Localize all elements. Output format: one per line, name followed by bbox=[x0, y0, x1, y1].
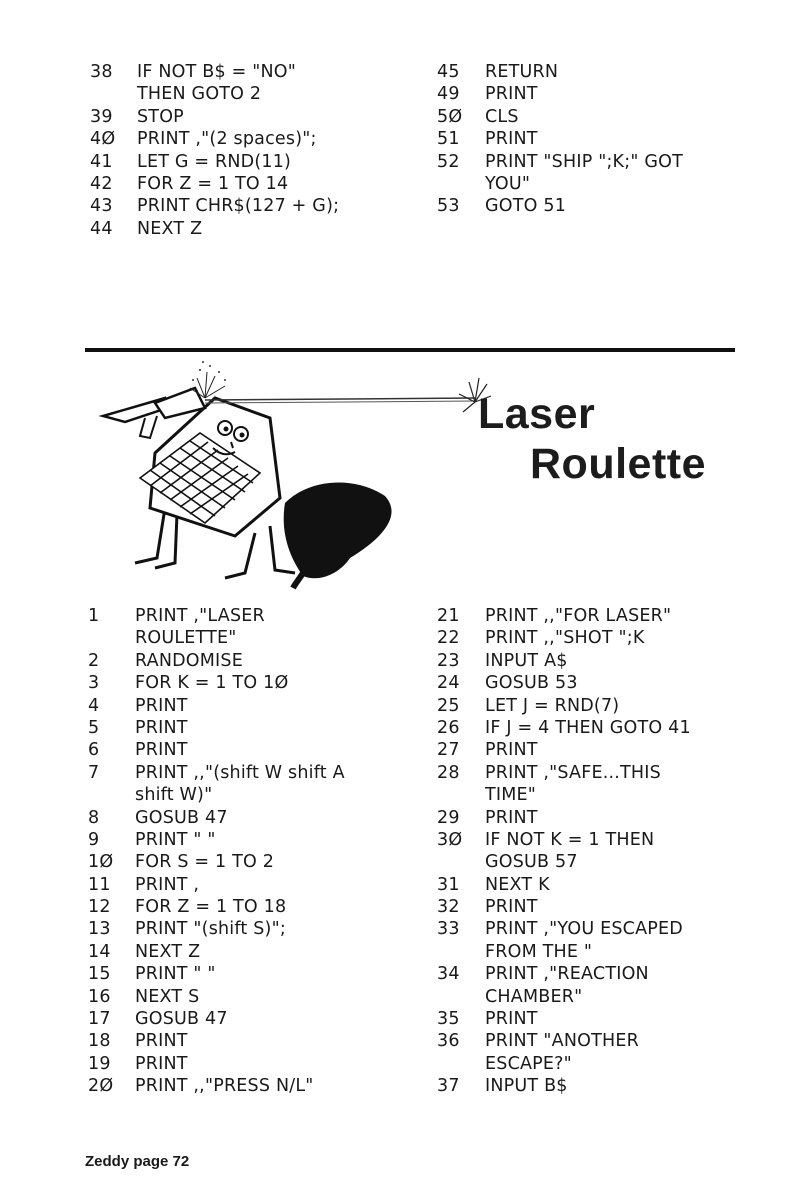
line-number: 3Ø bbox=[437, 829, 463, 850]
code-line bbox=[88, 739, 418, 761]
line-number: 5Ø bbox=[437, 106, 463, 127]
code-text: PRINT ,"(2 spaces)"; bbox=[137, 129, 317, 150]
code-text: PRINT " " bbox=[135, 964, 216, 985]
line-number: 9 bbox=[88, 829, 100, 850]
line-number: 12 bbox=[88, 897, 111, 918]
code-line bbox=[437, 963, 767, 985]
code-line bbox=[90, 173, 410, 195]
line-number: 33 bbox=[437, 919, 460, 940]
code-line bbox=[437, 650, 767, 672]
code-line bbox=[437, 1030, 767, 1052]
code-text: PRINT , bbox=[135, 874, 200, 895]
code-text: PRINT bbox=[135, 740, 188, 761]
line-number: 3 bbox=[88, 673, 100, 694]
line-number: 52 bbox=[437, 151, 460, 172]
line-number: 35 bbox=[437, 1009, 460, 1030]
code-text: shift W)" bbox=[135, 785, 213, 806]
code-line-continuation bbox=[88, 784, 418, 806]
line-number: 41 bbox=[90, 151, 113, 172]
top-listing-right bbox=[437, 61, 757, 218]
code-text: THEN GOTO 2 bbox=[137, 84, 262, 105]
code-line bbox=[90, 195, 410, 217]
code-text: PRINT bbox=[485, 84, 538, 105]
line-number: 5 bbox=[88, 717, 100, 738]
code-text: PRINT ,,"SHOT ";K bbox=[485, 628, 645, 649]
code-text: TIME" bbox=[485, 785, 537, 806]
code-line-continuation bbox=[437, 1053, 767, 1075]
line-number: 7 bbox=[88, 762, 100, 783]
code-line bbox=[437, 83, 757, 105]
line-number: 4Ø bbox=[90, 129, 116, 150]
line-number: 8 bbox=[88, 807, 100, 828]
code-text: PRINT bbox=[485, 897, 538, 918]
line-number: 39 bbox=[90, 106, 113, 127]
code-line bbox=[90, 61, 410, 83]
line-number: 37 bbox=[437, 1076, 460, 1097]
code-text: PRINT bbox=[135, 717, 188, 738]
line-number: 1Ø bbox=[88, 852, 114, 873]
code-line bbox=[88, 874, 418, 896]
code-text: IF NOT K = 1 THEN bbox=[485, 829, 655, 850]
code-line-continuation bbox=[437, 851, 767, 873]
code-line bbox=[88, 1030, 418, 1052]
code-text: GOSUB 47 bbox=[135, 807, 228, 828]
line-number: 28 bbox=[437, 762, 460, 783]
code-text: PRINT ,"YOU ESCAPED bbox=[485, 919, 683, 940]
code-text: PRINT bbox=[135, 1053, 188, 1074]
code-line bbox=[437, 762, 767, 784]
code-line bbox=[437, 627, 767, 649]
line-number: 24 bbox=[437, 673, 460, 694]
code-line bbox=[90, 151, 410, 173]
section-divider bbox=[85, 348, 735, 352]
code-line bbox=[88, 762, 418, 784]
line-number: 31 bbox=[437, 874, 460, 895]
code-line-continuation bbox=[88, 627, 418, 649]
code-line bbox=[88, 918, 418, 940]
line-number: 21 bbox=[437, 606, 460, 626]
code-line bbox=[88, 986, 418, 1008]
line-number: 11 bbox=[88, 874, 111, 895]
line-number: 2Ø bbox=[88, 1076, 114, 1097]
line-number: 6 bbox=[88, 740, 100, 761]
listing-right bbox=[437, 605, 767, 1098]
code-line bbox=[88, 605, 418, 627]
title-roulette: Roulette bbox=[530, 440, 706, 488]
code-line-continuation bbox=[437, 941, 767, 963]
code-line bbox=[88, 807, 418, 829]
line-number: 18 bbox=[88, 1031, 111, 1052]
code-text: CHAMBER" bbox=[485, 986, 583, 1007]
code-line-continuation bbox=[437, 173, 757, 195]
code-line bbox=[437, 106, 757, 128]
line-number: 4 bbox=[88, 695, 100, 716]
code-text: LET G = RND(11) bbox=[137, 151, 292, 172]
code-line bbox=[90, 128, 410, 150]
code-line bbox=[437, 605, 767, 627]
code-text: INPUT B$ bbox=[485, 1076, 568, 1097]
code-text: GOTO 51 bbox=[485, 196, 567, 217]
code-text: PRINT " " bbox=[135, 829, 216, 850]
code-text: NEXT Z bbox=[135, 941, 201, 962]
code-text: PRINT CHR$(127 + G); bbox=[137, 196, 340, 217]
code-line bbox=[437, 807, 767, 829]
code-line-continuation bbox=[437, 986, 767, 1008]
code-line-continuation bbox=[90, 83, 410, 105]
code-text: GOSUB 47 bbox=[135, 1009, 228, 1030]
line-number: 2 bbox=[88, 650, 100, 671]
code-text: FROM THE " bbox=[485, 941, 593, 962]
code-text: PRINT ,,"PRESS N/L" bbox=[135, 1076, 314, 1097]
line-number: 26 bbox=[437, 717, 460, 738]
title-laser: Laser bbox=[478, 390, 596, 438]
code-text: FOR Z = 1 TO 18 bbox=[135, 897, 287, 918]
code-line bbox=[437, 195, 757, 217]
code-line bbox=[437, 896, 767, 918]
code-text: RANDOMISE bbox=[135, 650, 243, 671]
computer-laser-illustration bbox=[95, 358, 475, 590]
code-text: PRINT bbox=[485, 129, 538, 150]
line-number: 19 bbox=[88, 1053, 111, 1074]
code-line bbox=[437, 717, 767, 739]
code-line bbox=[90, 106, 410, 128]
code-text: INPUT A$ bbox=[485, 650, 568, 671]
code-line bbox=[88, 672, 418, 694]
line-number: 32 bbox=[437, 897, 460, 918]
code-text: STOP bbox=[137, 106, 184, 127]
code-text: IF NOT B$ = "NO" bbox=[137, 62, 296, 82]
code-line bbox=[437, 672, 767, 694]
code-text: FOR Z = 1 TO 14 bbox=[137, 173, 289, 194]
line-number: 29 bbox=[437, 807, 460, 828]
line-number: 1 bbox=[88, 606, 100, 626]
line-number: 13 bbox=[88, 919, 111, 940]
code-text: ROULETTE" bbox=[135, 628, 237, 649]
line-number: 38 bbox=[90, 62, 113, 82]
code-text: GOSUB 53 bbox=[485, 673, 578, 694]
code-text: NEXT S bbox=[135, 986, 200, 1007]
code-text: ESCAPE?" bbox=[485, 1053, 572, 1074]
page-footer: Zeddy page 72 bbox=[85, 1153, 190, 1170]
code-text: PRINT ,"REACTION bbox=[485, 964, 649, 985]
code-line bbox=[88, 695, 418, 717]
code-line bbox=[437, 829, 767, 851]
code-line bbox=[88, 851, 418, 873]
line-number: 53 bbox=[437, 196, 460, 217]
code-line bbox=[437, 695, 767, 717]
code-line bbox=[437, 918, 767, 940]
code-text: PRINT bbox=[135, 695, 188, 716]
top-listing-left bbox=[90, 61, 410, 240]
code-line bbox=[88, 1008, 418, 1030]
code-text: PRINT "(shift S)"; bbox=[135, 919, 286, 940]
line-number: 51 bbox=[437, 129, 460, 150]
code-line bbox=[437, 128, 757, 150]
code-line bbox=[88, 1075, 418, 1097]
line-number: 16 bbox=[88, 986, 111, 1007]
code-text: YOU" bbox=[485, 173, 531, 194]
code-text: RETURN bbox=[485, 62, 559, 82]
code-text: LET J = RND(7) bbox=[485, 695, 620, 716]
listing-left bbox=[88, 605, 418, 1098]
code-line bbox=[437, 151, 757, 173]
code-text: NEXT K bbox=[485, 874, 550, 895]
code-text: IF J = 4 THEN GOTO 41 bbox=[485, 717, 691, 738]
code-text: PRINT ,"LASER bbox=[135, 606, 265, 626]
line-number: 43 bbox=[90, 196, 113, 217]
code-line bbox=[88, 941, 418, 963]
code-line bbox=[88, 829, 418, 851]
code-line bbox=[437, 1008, 767, 1030]
line-number: 23 bbox=[437, 650, 460, 671]
code-text: PRINT bbox=[485, 740, 538, 761]
line-number: 15 bbox=[88, 964, 111, 985]
code-line bbox=[437, 739, 767, 761]
code-line bbox=[88, 963, 418, 985]
code-text: PRINT ,"SAFE...THIS bbox=[485, 762, 661, 783]
code-line bbox=[437, 61, 757, 83]
code-line bbox=[437, 1075, 767, 1097]
line-number: 45 bbox=[437, 62, 460, 82]
code-text: GOSUB 57 bbox=[485, 852, 578, 873]
code-line bbox=[90, 218, 410, 240]
line-number: 49 bbox=[437, 84, 460, 105]
code-line bbox=[88, 717, 418, 739]
code-text: PRINT bbox=[485, 807, 538, 828]
code-text: PRINT bbox=[135, 1031, 188, 1052]
code-text: NEXT Z bbox=[137, 218, 203, 239]
code-text: PRINT ,,"FOR LASER" bbox=[485, 606, 672, 626]
code-text: CLS bbox=[485, 106, 519, 127]
line-number: 42 bbox=[90, 173, 113, 194]
code-text: PRINT "SHIP ";K;" GOT bbox=[485, 151, 683, 172]
code-line-continuation bbox=[437, 784, 767, 806]
line-number: 22 bbox=[437, 628, 460, 649]
line-number: 25 bbox=[437, 695, 460, 716]
code-line bbox=[437, 874, 767, 896]
code-text: FOR S = 1 TO 2 bbox=[135, 852, 275, 873]
code-line bbox=[88, 896, 418, 918]
line-number: 14 bbox=[88, 941, 111, 962]
line-number: 17 bbox=[88, 1009, 111, 1030]
line-number: 44 bbox=[90, 218, 113, 239]
code-text: PRINT ,,"(shift W shift A bbox=[135, 762, 345, 783]
code-text: PRINT bbox=[485, 1009, 538, 1030]
line-number: 36 bbox=[437, 1031, 460, 1052]
line-number: 27 bbox=[437, 740, 460, 761]
line-number: 34 bbox=[437, 964, 460, 985]
code-line bbox=[88, 1053, 418, 1075]
code-text: PRINT "ANOTHER bbox=[485, 1031, 639, 1052]
code-text: FOR K = 1 TO 1Ø bbox=[135, 673, 289, 694]
code-line bbox=[88, 650, 418, 672]
